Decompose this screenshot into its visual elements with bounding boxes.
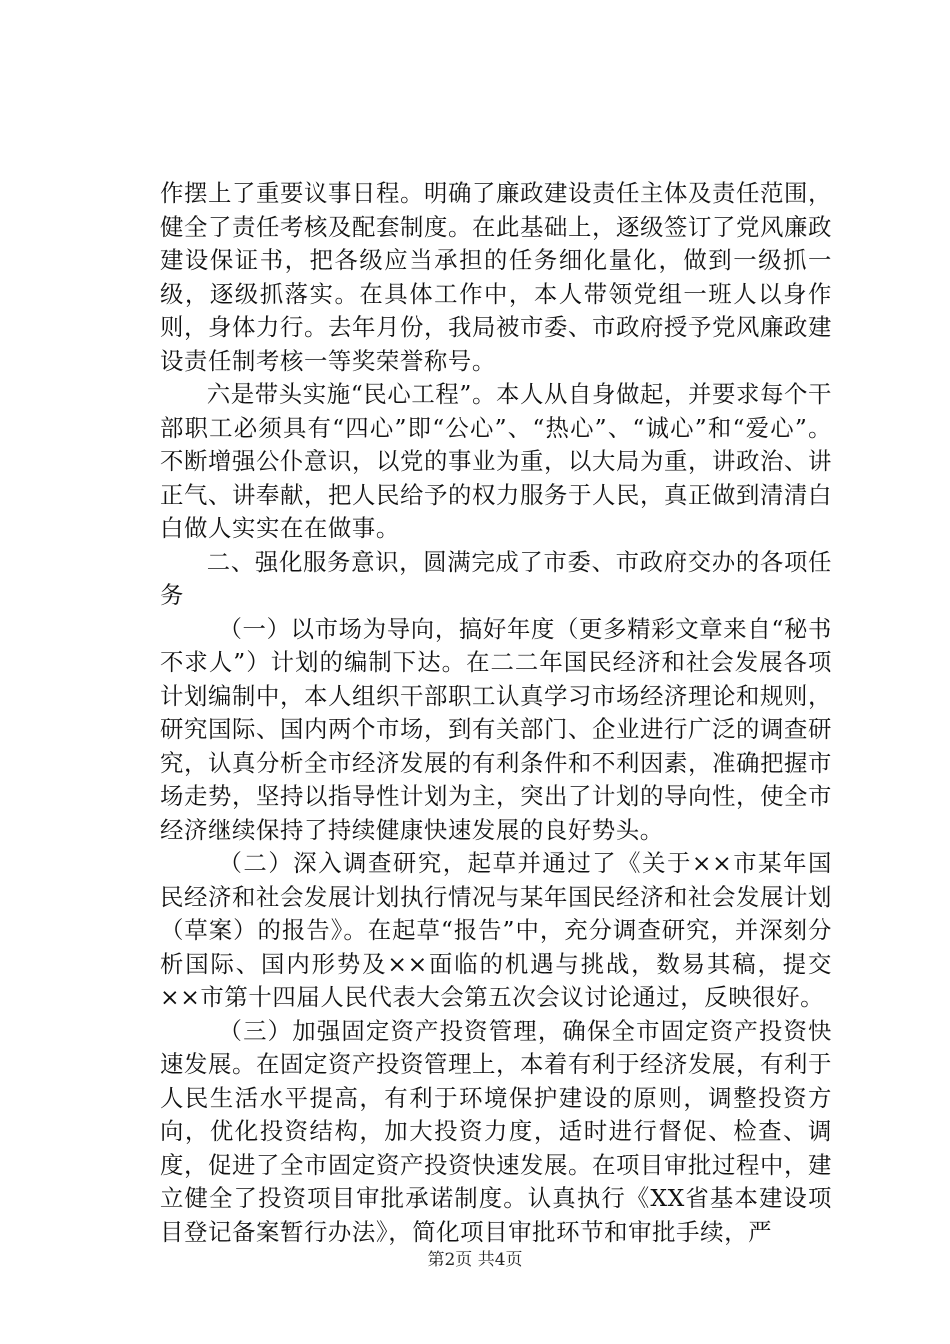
paragraph: （三）加强固定资产投资管理，确保全市固定资产投资快速发展。在固定资产投资管理上，本着有利于经济发展，有利于人民生活水平提高，有利于环境保护建设的原则，调整投资方向，优化投资结构，加大投资力度，适时进行督促、检查、调度，促进了全市固定资产投资快速发展。在项目审批过程中，建立健全了投资项目审批承诺制度。认真执行《XX省基本建设项目登记备案暂行办法》，简化项目审批环节和审批手续，严	[160, 1016, 832, 1246]
paragraph: 六是带头实施“民心工程”。本人从自身做起，并要求每个干部职工必须具有“四心”即“公心”、“热心”、“诚心”和“爱心”。不断增强公仆意识，以党的事业为重，以大局为重，讲政治、讲正气、讲奉献，把人民给予的权力服务于人民，真正做到清清白白做人实实在在做事。	[160, 380, 832, 542]
section-heading: 二、强化服务意识，圆满完成了市委、市政府交办的各项任务	[160, 547, 832, 609]
paragraph: （一）以市场为导向，搞好年度（更多精彩文章来自“秘书不求人”）计划的编制下达。在二二年国民经济和社会发展各项计划编制中，本人组织干部职工认真学习市场经济理论和规则，研究国际、国内两个市场，到有关部门、企业进行广泛的调查研究，认真分析全市经济发展的有利条件和不利因素，准确把握市场走势，坚持以指导性计划为主，突出了计划的导向性，使全市经济继续保持了持续健康快速发展的良好势头。	[160, 614, 832, 844]
paragraph: 作摆上了重要议事日程。明确了廉政建设责任主体及责任范围，健全了责任考核及配套制度。在此基础上，逐级签订了党风廉政建设保证书，把各级应当承担的任务细化量化，做到一级抓一级，逐级抓落实。在具体工作中，本人带领党组一班人以身作则，身体力行。去年月份，我局被市委、市政府授予党风廉政建设责任制考核一等奖荣誉称号。	[160, 179, 832, 375]
page-footer: 第2页 共4页	[427, 1250, 523, 1270]
paragraph: （二）深入调查研究，起草并通过了《关于××市某年国民经济和社会发展计划执行情况与某年国民经济和社会发展计划（草案）的报告》。在起草“报告”中，充分调查研究，并深刻分析国际、国内形势及××面临的机遇与挑战，数易其稿，提交××市第十四届人民代表大会第五次会议讨论通过，反映很好。	[160, 849, 832, 1011]
document-body	[160, 177, 832, 1249]
